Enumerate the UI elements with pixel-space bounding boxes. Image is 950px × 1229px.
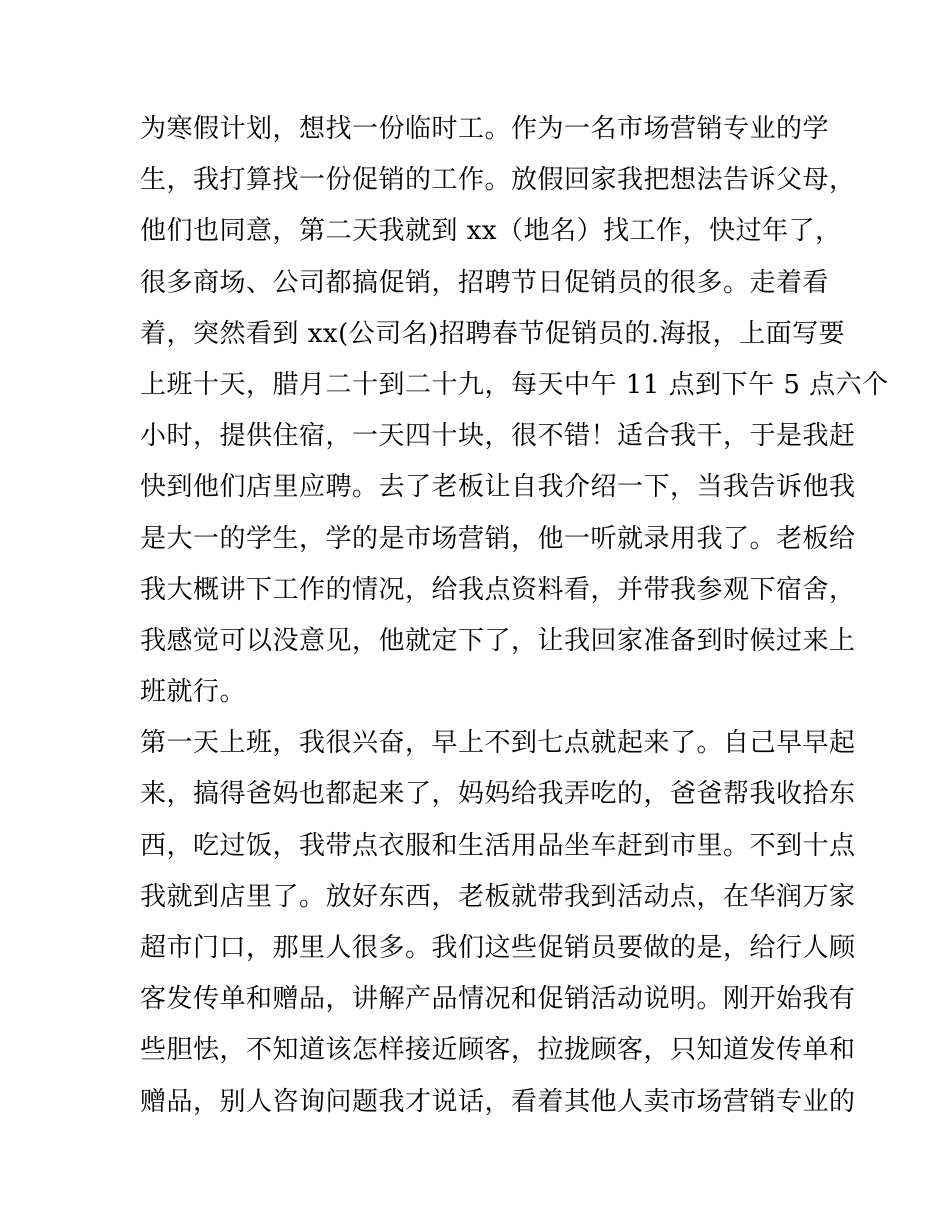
text-line: 赠品，别人咨询问题我才说话，看着其他人卖市场营销专业的 — [140, 1086, 856, 1117]
text-line: 很多商场、公司都搞促销，招聘节日促销员的很多。走着看 — [140, 267, 830, 298]
body-text — [140, 104, 889, 1128]
text-line: 超市门口，那里人很多。我们这些促销员要做的是，给行人顾 — [140, 933, 856, 963]
text-line: 客发传单和赠品，讲解产品情况和促销活动说明。刚开始我有 — [140, 984, 856, 1015]
text-line: 他们也同意，第二天我就到 xx（地名）找工作，快过年了， — [140, 216, 842, 247]
text-line: 是大一的学生，学的是市场营销，他一听就录用我了。老板给 — [140, 523, 856, 554]
text-line: 第一天上班，我很兴奋，早上不到七点就起来了。自己早早起 — [140, 728, 856, 759]
text-line: 我就到店里了。放好东西，老板就带我到活动点，在华润万家 — [140, 881, 856, 912]
text-line: 上班十天，腊月二十到二十九，每天中午 11 点到下午 5 点六个 — [140, 369, 889, 400]
text-line: 快到他们店里应聘。去了老板让自我介绍一下，当我告诉他我 — [140, 472, 856, 503]
text-line: 生，我打算找一份促销的工作。放假回家我把想法告诉父母， — [140, 165, 856, 196]
text-line: 班就行。 — [140, 677, 247, 708]
text-line: 为寒假计划，想找一份临时工。作为一名市场营销专业的学 — [140, 114, 830, 144]
text-line: 来，搞得爸妈也都起来了，妈妈给我弄吃的，爸爸帮我收拾东 — [140, 779, 856, 810]
text-line: 我大概讲下工作的情况，给我点资料看，并带我参观下宿舍， — [140, 574, 856, 605]
text-line: 西，吃过饭，我带点衣服和生活用品坐车赶到市里。不到十点 — [140, 830, 856, 861]
text-line: 我感觉可以没意见，他就定下了，让我回家准备到时候过来上 — [140, 625, 856, 656]
text-line: 些胆怯，不知道该怎样接近顾客，拉拢顾客，只知道发传单和 — [140, 1035, 856, 1066]
text-line: 着，突然看到 xx(公司名)招聘春节促销员的.海报，上面写要 — [140, 318, 846, 349]
text-line: 小时，提供住宿，一天四十块，很不错！适合我干，于是我赶 — [140, 421, 856, 452]
